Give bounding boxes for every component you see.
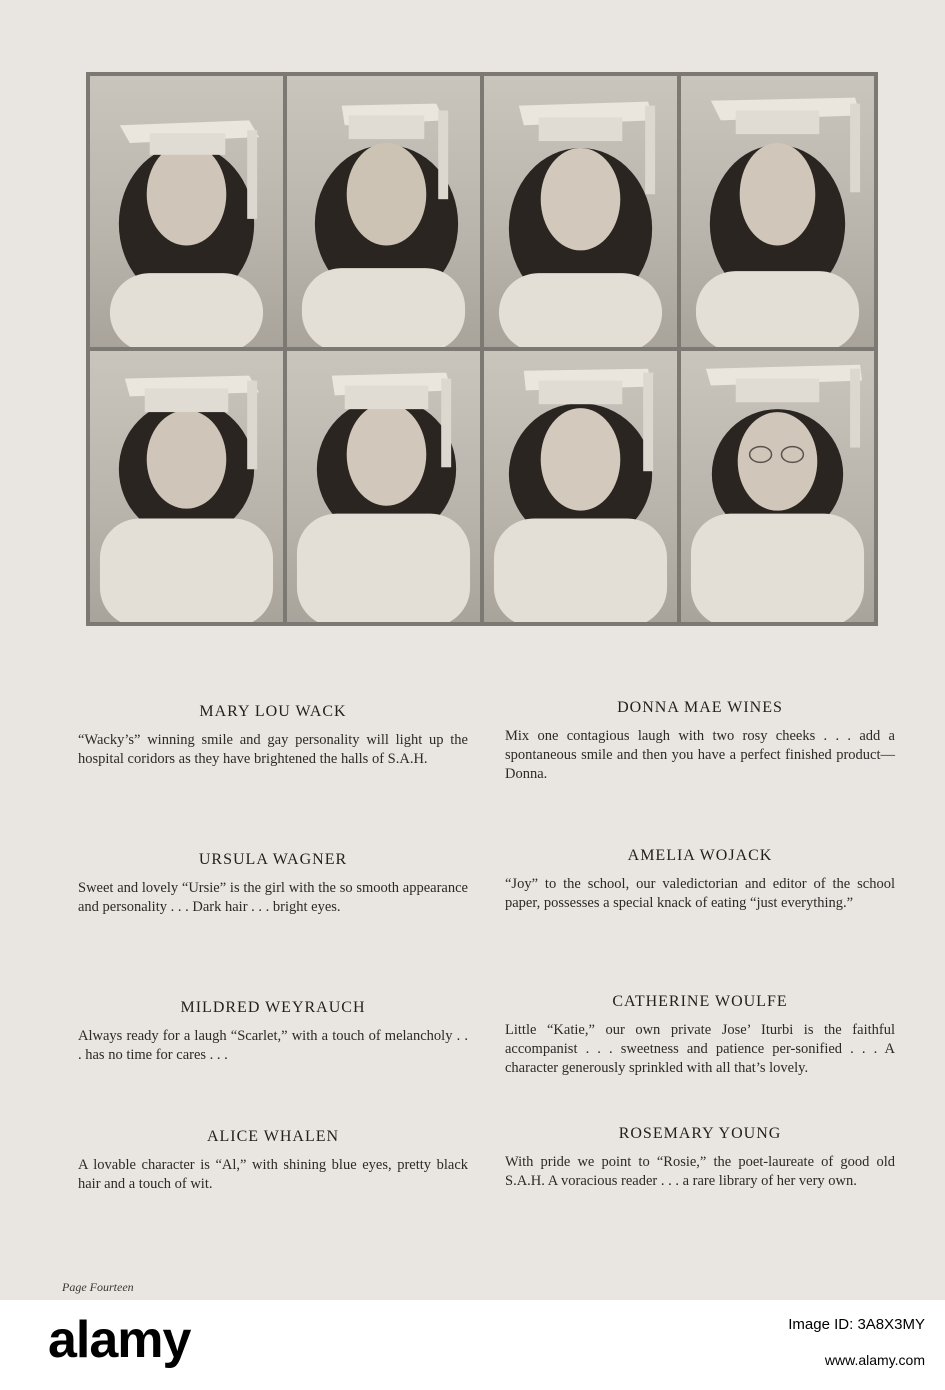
- portrait-grid: [86, 72, 878, 626]
- bio-text: Little “Katie,” our own private Jose’ Iturbi is the faithful accompanist . . . sweetness and patience per-sonified . . . A character generously sprinkled with all that’s lovely.: [505, 1022, 895, 1076]
- alamy-logo: alamy: [48, 1311, 191, 1369]
- bio-name: MILDRED WEYRAUCH: [180, 999, 366, 1016]
- portrait-7: [484, 351, 677, 622]
- bio-text: “Wacky’s” winning smile and gay personality will light up the hospital coridors as they have brightened the halls of S.A.H.: [78, 732, 468, 767]
- bio-text: A lovable character is “Al,” with shining blue eyes, pretty black hair and a touch of wit.: [78, 1157, 468, 1192]
- bio-amelia-wojack: [505, 847, 895, 913]
- bio-text: Always ready for a laugh “Scarlet,” with a touch of melancholy . . . has no time for cares . . .: [78, 1028, 468, 1063]
- bio-alice-whalen: [78, 1128, 468, 1194]
- bio-catherine-woulfe: [505, 993, 895, 1078]
- portrait-3: [484, 76, 677, 347]
- portrait-6: [287, 351, 480, 622]
- bio-name: URSULA WAGNER: [198, 851, 348, 868]
- portrait-8: [681, 351, 874, 622]
- bio-donna-mae-wines: [505, 699, 895, 784]
- bio-name: CATHERINE WOULFE: [612, 993, 788, 1010]
- bio-mildred-weyrauch: [78, 999, 468, 1065]
- bio-mary-lou-wack: [78, 703, 468, 769]
- stock-url: www.alamy.com: [824, 1352, 925, 1368]
- image-id: Image ID: 3A8X3MY: [788, 1316, 925, 1333]
- bio-rosemary-young: [505, 1125, 895, 1191]
- bio-name: ROSEMARY YOUNG: [618, 1125, 782, 1142]
- portrait-1: [90, 76, 283, 347]
- bio-name: AMELIA WOJACK: [627, 847, 773, 864]
- portrait-5: [90, 351, 283, 622]
- bio-text: With pride we point to “Rosie,” the poet-laureate of good old S.A.H. A voracious reader . . . a rare library of her very own.: [505, 1154, 895, 1189]
- bio-name: DONNA MAE WINES: [617, 699, 783, 716]
- page-number: Page Fourteen: [62, 1280, 134, 1294]
- portrait-4: [681, 76, 874, 347]
- bio-text: Sweet and lovely “Ursie” is the girl with the so smooth appearance and personality . . . Dark hair . . . bright eyes.: [78, 880, 468, 915]
- portrait-2: [287, 76, 480, 347]
- bio-name: ALICE WHALEN: [206, 1128, 340, 1145]
- bio-text: Mix one contagious laugh with two rosy cheeks . . . add a spontaneous smile and then you have a perfect finished product—Donna.: [505, 728, 895, 782]
- bio-text: “Joy” to the school, our valedictorian and editor of the school paper, possesses a special knack of eating “just everything.”: [505, 876, 895, 911]
- bio-ursula-wagner: [78, 851, 468, 917]
- bio-name: MARY LOU WACK: [199, 703, 347, 720]
